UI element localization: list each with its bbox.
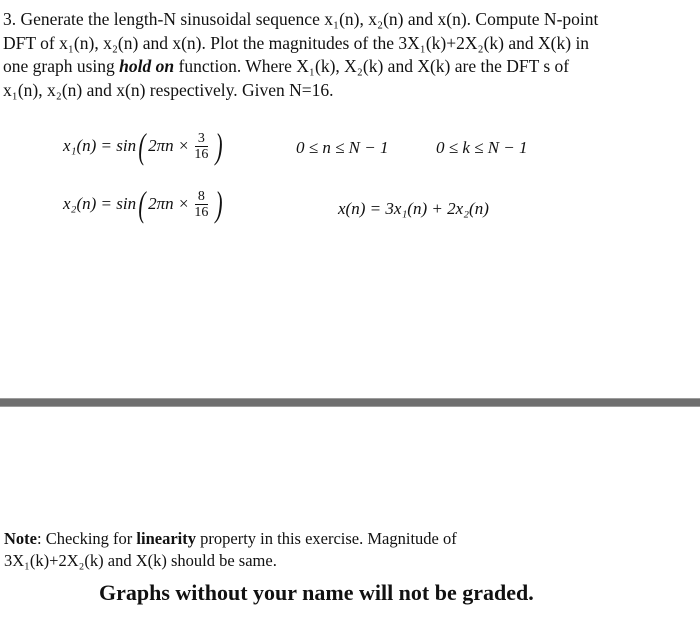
x1-fraction	[191, 131, 211, 162]
x1-arg: 2πn ×	[148, 136, 190, 155]
x2-arg: 2πn ×	[148, 194, 190, 213]
problem-line-1: 3. Generate the length-N sinusoidal sequence x₁(n), x₂(n) and x(n). Compute N-point	[3, 9, 599, 29]
x1-lhs: x₁(n) = sin	[63, 136, 137, 155]
x2-lhs: x₂(n) = sin	[63, 194, 137, 213]
x1-denominator: 16	[194, 146, 209, 162]
x2-left-paren: (	[138, 184, 146, 224]
note-label: Note	[4, 529, 37, 548]
note-text-end: property in this exercise. Magnitude of	[196, 529, 457, 548]
x1-right-paren: )	[215, 126, 223, 166]
k-range: 0 ≤ k ≤ N − 1	[436, 138, 528, 157]
x-definition: x(n) = 3x₁(n) + 2x₂(n)	[338, 199, 489, 218]
grading-warning: Graphs without your name will not be graded.	[99, 580, 534, 605]
problem-line-3-end: function. Where X₁(k), X₂(k) and X(k) are the DFT s of	[174, 56, 570, 76]
linearity-keyword: linearity	[136, 529, 196, 548]
x2-equation	[63, 186, 225, 222]
x2-right-paren: )	[215, 184, 223, 224]
hold-on-keyword: hold on	[119, 56, 175, 76]
x2-fraction	[191, 189, 211, 220]
note-block	[4, 528, 457, 572]
x1-equation	[63, 128, 225, 164]
problem-line-3	[3, 55, 700, 79]
x1-numerator: 3	[195, 131, 208, 147]
n-range: 0 ≤ n ≤ N − 1	[296, 138, 389, 157]
section-divider	[0, 398, 700, 407]
problem-statement	[3, 8, 700, 102]
note-line-1	[4, 528, 457, 550]
note-line-2: 3X₁(k)+2X₂(k) and X(k) should be same.	[4, 551, 277, 570]
x2-denominator: 16	[194, 204, 209, 220]
x1-left-paren: (	[138, 126, 146, 166]
problem-line-3-start: one graph using	[3, 56, 120, 76]
x2-numerator: 8	[195, 189, 208, 205]
problem-line-2: DFT of x₁(n), x₂(n) and x(n). Plot the magnitudes of the 3X₁(k)+2X₂(k) and X(k) in	[3, 32, 590, 53]
problem-line-4: x₁(n), x₂(n) and x(n) respectively. Given N=16.	[3, 79, 334, 100]
note-text-start: : Checking for	[36, 529, 137, 548]
